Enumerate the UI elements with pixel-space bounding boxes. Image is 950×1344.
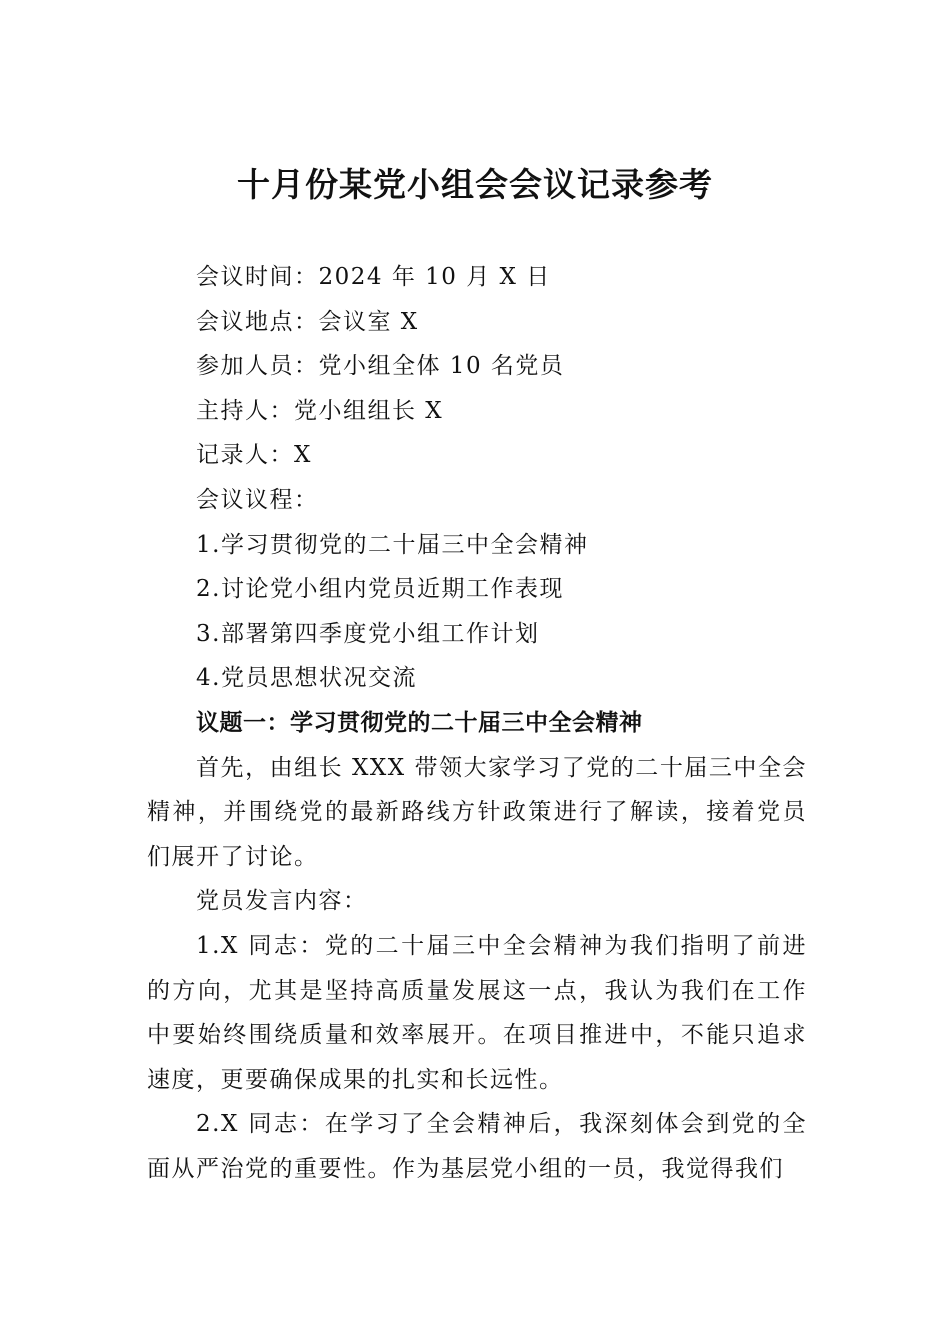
- speech-paragraph: 1.X 同志：党的二十届三中全会精神为我们指明了前进的方向，尤其是坚持高质量发展这一点，我认为我们在工作中要始终围绕质量和效率展开。在项目推进中，不能只追求速度，更要确保成果的扎实和长远性。: [147, 932, 807, 1093]
- intro-paragraph: 首先，由组长 XXX 带领大家学习了党的二十届三中全会精神，并围绕党的最新路线方针政策进行了解读，接着党员们展开了讨论。: [147, 754, 807, 870]
- meeting-attendees: 参加人员：党小组全体 10 名党员: [196, 353, 565, 380]
- document-body: [147, 255, 807, 1191]
- meeting-host: 主持人：党小组组长 X: [196, 397, 444, 424]
- speech-label: 党员发言内容：: [196, 888, 368, 915]
- topic-heading: 议题一：学习贯彻党的二十届三中全会精神: [196, 709, 643, 736]
- document-title: 十月份某党小组会会议记录参考: [237, 165, 713, 204]
- meeting-time: 会议时间：2024 年 10 月 X 日: [196, 264, 551, 290]
- meeting-place: 会议地点：会议室 X: [196, 308, 419, 335]
- meeting-recorder: 记录人：X: [196, 442, 312, 469]
- agenda-item: 1.学习贯彻党的二十届三中全会精神: [196, 531, 589, 558]
- agenda-item: 2.讨论党小组内党员近期工作表现: [196, 576, 564, 603]
- agenda-item: 4.党员思想状况交流: [196, 665, 417, 692]
- agenda-item: 3.部署第四季度党小组工作计划: [196, 620, 540, 647]
- speech-paragraph: 2.X 同志：在学习了全会精神后，我深刻体会到党的全面从严治党的重要性。作为基层党小组的一员，我觉得我们: [147, 1111, 807, 1182]
- agenda-label: 会议议程：: [196, 486, 319, 513]
